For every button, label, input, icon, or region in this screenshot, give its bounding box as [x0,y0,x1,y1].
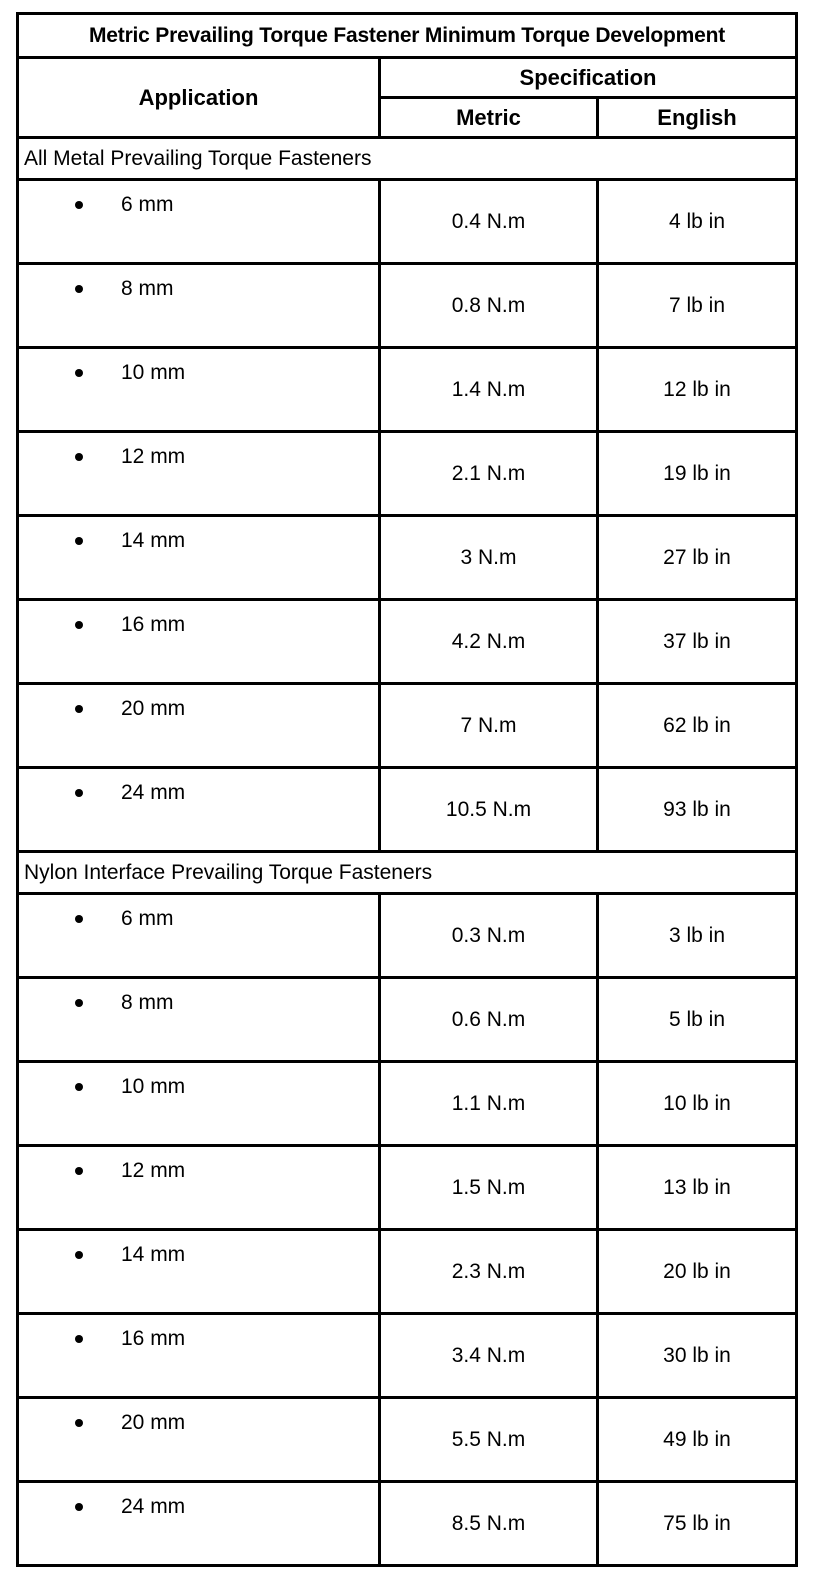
size-cell [18,264,380,348]
metric-value: 2.1 N.m [380,432,598,516]
english-value: 37 lb in [598,600,797,684]
group-label: Nylon Interface Prevailing Torque Fasteners [18,852,797,894]
table-row [18,684,797,768]
table-row [18,264,797,348]
fastener-size: 8 mm [121,277,174,300]
metric-value: 1.1 N.m [380,1062,598,1146]
size-cell [18,684,380,768]
bullet-icon [75,999,83,1007]
size-cell [18,516,380,600]
table-row [18,432,797,516]
metric-value: 2.3 N.m [380,1230,598,1314]
fastener-size: 24 mm [121,781,186,804]
metric-value: 3 N.m [380,516,598,600]
fastener-size: 20 mm [121,1411,186,1434]
metric-value: 4.2 N.m [380,600,598,684]
fastener-size: 16 mm [121,1327,186,1350]
metric-value: 0.4 N.m [380,180,598,264]
english-value: 13 lb in [598,1146,797,1230]
table-row [18,894,797,978]
english-value: 75 lb in [598,1482,797,1566]
bullet-icon [75,369,83,377]
bullet-icon [75,1083,83,1091]
metric-value: 3.4 N.m [380,1314,598,1398]
bullet-icon [75,789,83,797]
metric-value: 5.5 N.m [380,1398,598,1482]
english-value: 27 lb in [598,516,797,600]
size-cell [18,180,380,264]
size-cell [18,348,380,432]
english-value: 30 lb in [598,1314,797,1398]
bullet-icon [75,1167,83,1175]
application-header: Application [18,58,380,138]
group-row [18,852,797,894]
english-value: 20 lb in [598,1230,797,1314]
table-row [18,978,797,1062]
bullet-icon [75,1419,83,1427]
metric-value: 10.5 N.m [380,768,598,852]
metric-header: Metric [380,98,598,138]
english-value: 5 lb in [598,978,797,1062]
english-value: 10 lb in [598,1062,797,1146]
table-row [18,600,797,684]
metric-value: 7 N.m [380,684,598,768]
size-cell [18,1482,380,1566]
metric-value: 0.3 N.m [380,894,598,978]
english-header: English [598,98,797,138]
fastener-size: 24 mm [121,1495,186,1518]
table-row [18,1146,797,1230]
size-cell [18,1146,380,1230]
english-value: 62 lb in [598,684,797,768]
torque-spec-table [16,12,798,1567]
metric-value: 1.5 N.m [380,1146,598,1230]
table-row [18,1314,797,1398]
english-value: 4 lb in [598,180,797,264]
size-cell [18,1398,380,1482]
bullet-icon [75,1335,83,1343]
table-row [18,1230,797,1314]
size-cell [18,600,380,684]
fastener-size: 10 mm [121,361,186,384]
bullet-icon [75,285,83,293]
bullet-icon [75,705,83,713]
english-value: 93 lb in [598,768,797,852]
fastener-size: 12 mm [121,445,186,468]
metric-value: 0.6 N.m [380,978,598,1062]
fastener-size: 8 mm [121,991,174,1014]
specification-header: Specification [380,58,797,98]
table-row [18,180,797,264]
english-value: 12 lb in [598,348,797,432]
size-cell [18,1314,380,1398]
english-value: 7 lb in [598,264,797,348]
table-row [18,768,797,852]
bullet-icon [75,1251,83,1259]
size-cell [18,432,380,516]
table-row [18,1062,797,1146]
fastener-size: 16 mm [121,613,186,636]
fastener-size: 14 mm [121,1243,186,1266]
metric-value: 0.8 N.m [380,264,598,348]
table-row [18,516,797,600]
size-cell [18,768,380,852]
size-cell [18,1062,380,1146]
metric-value: 1.4 N.m [380,348,598,432]
english-value: 3 lb in [598,894,797,978]
table-title: Metric Prevailing Torque Fastener Minimum Torque Development [18,14,797,58]
english-value: 19 lb in [598,432,797,516]
bullet-icon [75,201,83,209]
size-cell [18,894,380,978]
size-cell [18,978,380,1062]
bullet-icon [75,915,83,923]
fastener-size: 10 mm [121,1075,186,1098]
table-row [18,348,797,432]
group-label: All Metal Prevailing Torque Fasteners [18,138,797,180]
fastener-size: 6 mm [121,907,174,930]
bullet-icon [75,537,83,545]
size-cell [18,1230,380,1314]
table-row [18,1398,797,1482]
metric-value: 8.5 N.m [380,1482,598,1566]
fastener-size: 12 mm [121,1159,186,1182]
fastener-size: 14 mm [121,529,186,552]
bullet-icon [75,1503,83,1511]
bullet-icon [75,453,83,461]
group-row [18,138,797,180]
bullet-icon [75,621,83,629]
fastener-size: 6 mm [121,193,174,216]
table-row [18,1482,797,1566]
fastener-size: 20 mm [121,697,186,720]
english-value: 49 lb in [598,1398,797,1482]
